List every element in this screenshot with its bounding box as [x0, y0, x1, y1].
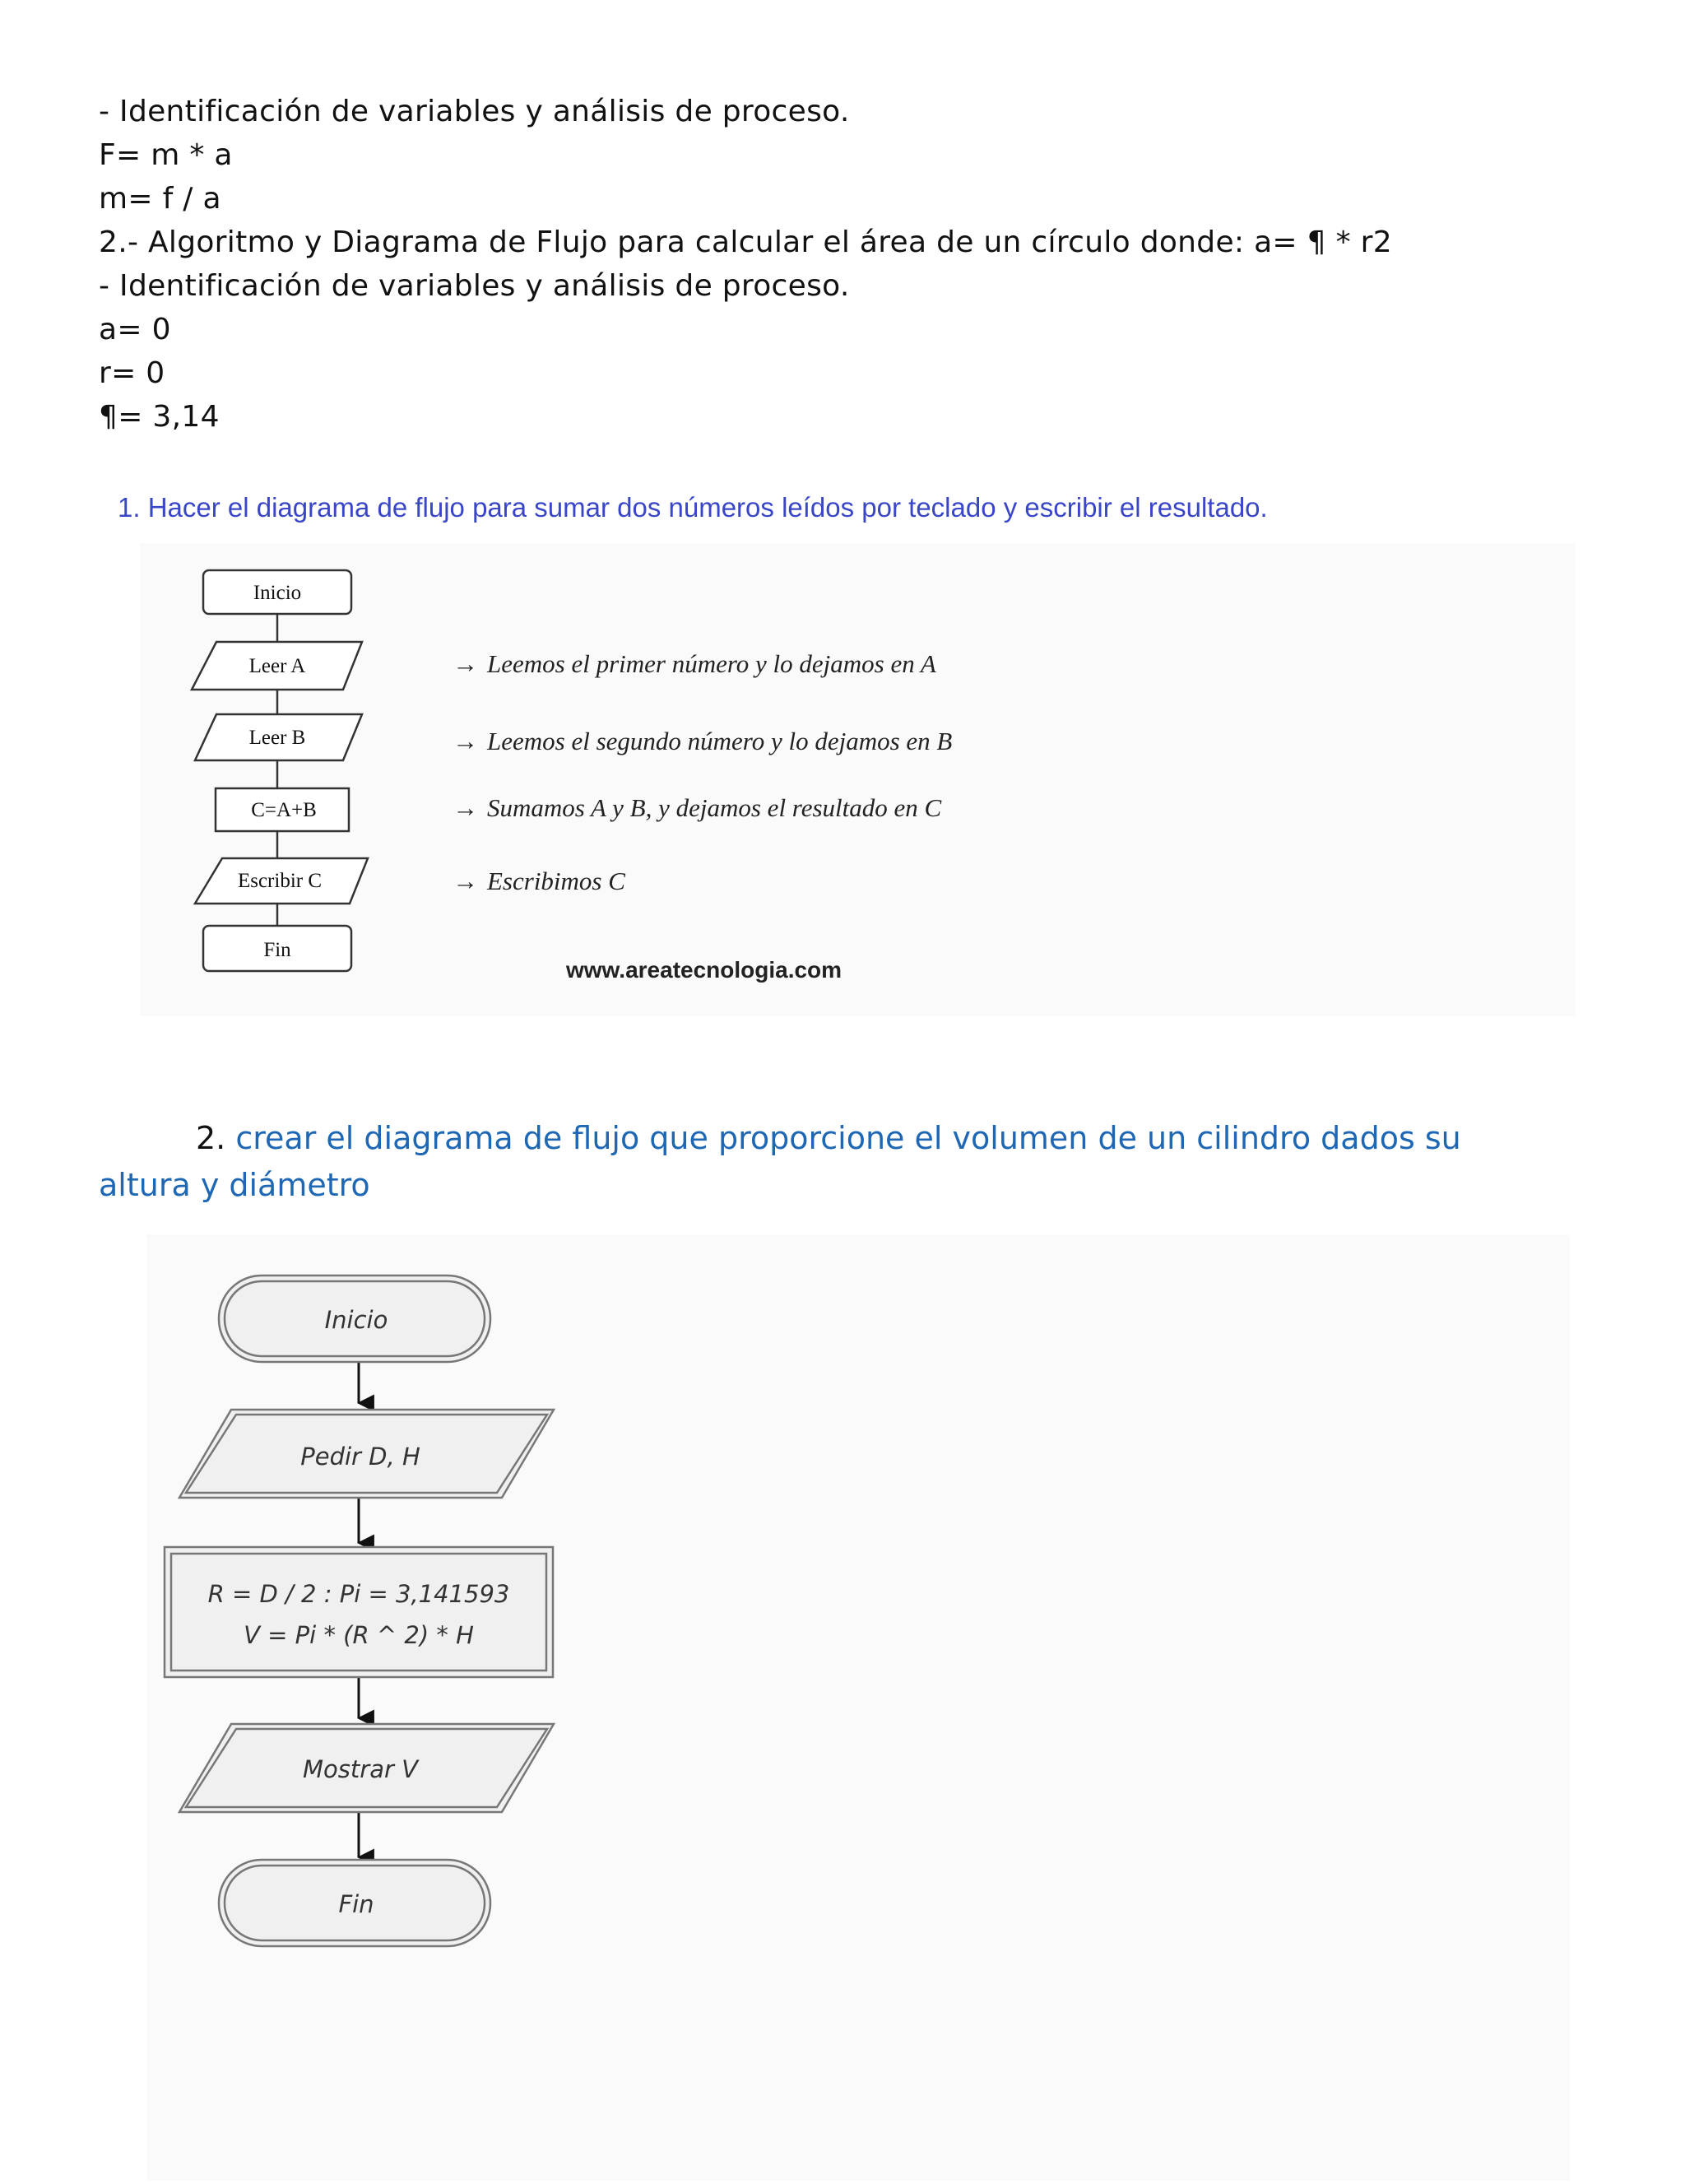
- exercise1-figure: [140, 543, 1576, 1016]
- note-1: Leemos el primer número y lo dejamos en A: [487, 649, 936, 678]
- intro-line-3: m= f / a: [99, 182, 221, 216]
- process-shape: [165, 1547, 553, 1677]
- step-start: Inicio: [324, 1306, 388, 1334]
- step-end: Fin: [338, 1890, 374, 1918]
- step-write: Escribir C: [237, 870, 323, 892]
- exercise2-heading: [99, 1115, 1547, 1209]
- step-read-a: Leer A: [248, 655, 306, 677]
- intro-line-7: r= 0: [99, 356, 165, 390]
- flowchart-cylinder: [146, 1234, 1570, 2181]
- step-start: Inicio: [253, 582, 302, 604]
- intro-line-8: ¶= 3,14: [99, 400, 220, 434]
- step-process-line1: R = D / 2 : Pi = 3,141593: [207, 1580, 510, 1608]
- intro-line-6: a= 0: [99, 313, 171, 346]
- arrow-icon: →: [453, 793, 478, 822]
- note-4: Escribimos C: [487, 867, 625, 895]
- step-end: Fin: [263, 939, 291, 961]
- intro-line-1: - Identificación de variables y análisis de proceso.: [99, 95, 850, 128]
- exercise2-number: 2.: [196, 1120, 226, 1156]
- arrow-icon: →: [453, 649, 478, 678]
- exercise2-figure: [146, 1234, 1570, 2181]
- step-read-b: Leer B: [248, 727, 306, 749]
- exercise2-heading-text: crear el diagrama de flujo que proporcione el volumen de un cilindro dados su altura y diámetro: [99, 1120, 1461, 1203]
- arrow-icon: →: [453, 727, 478, 755]
- arrow-icon: →: [453, 867, 478, 895]
- exercise1-heading: 1. Hacer el diagrama de flujo para sumar dos números leídos por teclado y escribir el resultado.: [118, 492, 1268, 523]
- step-add: C=A+B: [251, 799, 317, 821]
- intro-line-4: 2.- Algoritmo y Diagrama de Flujo para calcular el área de un círculo donde: a= ¶ * r2: [99, 225, 1392, 259]
- note-3: Sumamos A y B, y dejamos el resultado en C: [487, 793, 942, 822]
- step-process-line2: V = Pi * (R ^ 2) * H: [244, 1621, 474, 1649]
- step-output: Mostrar V: [303, 1755, 418, 1783]
- flowchart-sum: [140, 543, 1576, 1016]
- intro-line-2: F= m * a: [99, 138, 233, 172]
- watermark-url: www.areatecnologia.com: [566, 957, 842, 983]
- intro-line-5: - Identificación de variables y análisis de proceso.: [99, 269, 850, 303]
- step-input: Pedir D, H: [300, 1443, 420, 1471]
- note-2: Leemos el segundo número y lo dejamos en B: [487, 727, 953, 755]
